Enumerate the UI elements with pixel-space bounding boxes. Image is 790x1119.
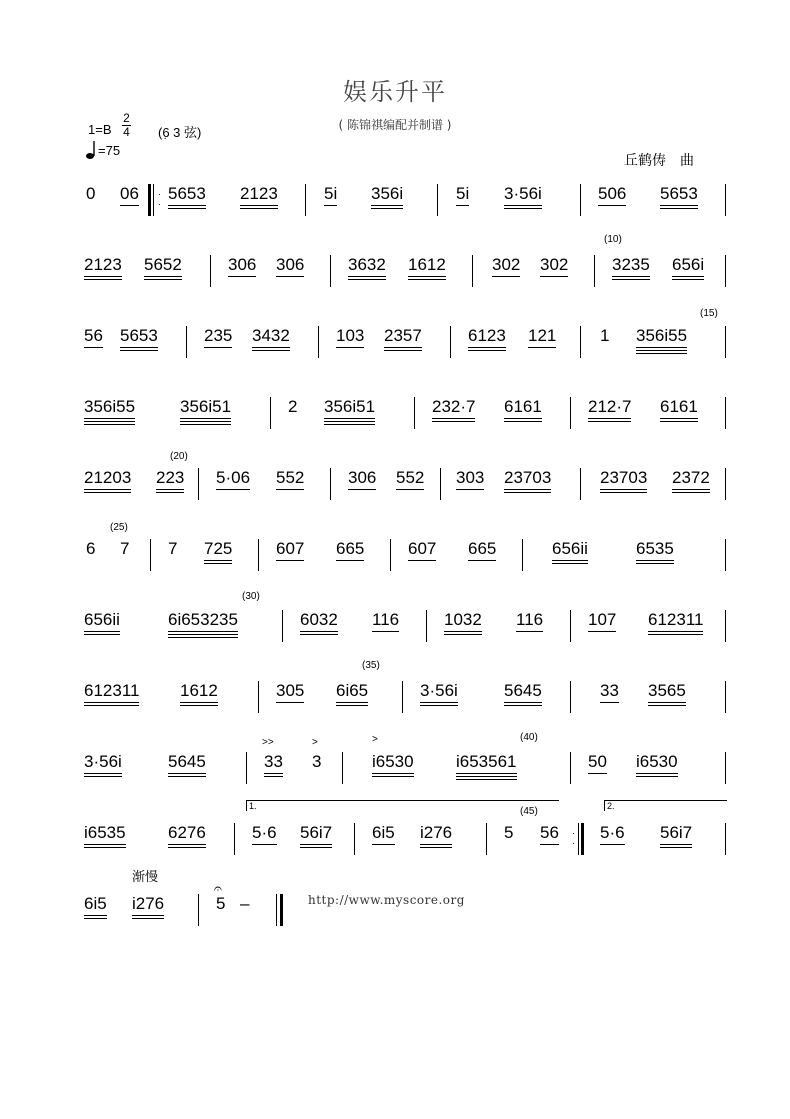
note-group: 356i55 — [636, 326, 687, 346]
barline — [354, 823, 355, 855]
barline — [330, 468, 331, 500]
note-group: 356i55 — [84, 397, 135, 417]
note-group: 356i51 — [180, 397, 231, 417]
barline — [580, 326, 581, 358]
note-group: 6123 — [468, 326, 506, 346]
score-line-3 — [0, 308, 790, 386]
barline — [725, 681, 726, 713]
note-group: 612311 — [648, 610, 703, 630]
note-group: 6276 — [168, 823, 206, 843]
repeat-end: · · — [578, 823, 586, 855]
note-group: 725 — [204, 539, 232, 559]
arranger-credit: ( 陈锦祺编配并制谱 ) — [338, 118, 452, 132]
barline — [342, 752, 343, 784]
quarter-note-icon — [86, 140, 96, 160]
tempo-value: =75 — [98, 142, 121, 158]
note-group: 5645 — [168, 752, 206, 772]
barline — [725, 610, 726, 642]
note-group: 6i65 — [336, 681, 368, 701]
tempo-marking — [86, 140, 120, 160]
note-group: 665 — [336, 539, 364, 559]
barline — [318, 326, 319, 358]
barline — [725, 397, 726, 429]
note-group: 121 — [528, 326, 556, 346]
measure-number: (45) — [520, 806, 538, 817]
note-group: 23703 — [600, 468, 647, 488]
note-group: 2372 — [672, 468, 710, 488]
note-group: 1612 — [180, 681, 218, 701]
note-group: 6i653235 — [168, 610, 238, 630]
note-group: 3235 — [612, 255, 650, 275]
note-group: 5 — [504, 823, 514, 842]
barline — [725, 255, 726, 287]
note-group: 506 — [598, 184, 626, 204]
note-group: 103 — [336, 326, 364, 346]
barline — [258, 681, 259, 713]
score-line-4 — [0, 397, 790, 457]
note-group: 306 — [276, 255, 304, 275]
note-group: 116 — [372, 610, 399, 630]
note-group: 302 — [492, 255, 520, 275]
barline — [472, 255, 473, 287]
score-line-2 — [0, 234, 790, 315]
note-group: i6530 — [372, 752, 414, 772]
note-group: 06 — [120, 184, 139, 204]
barline — [246, 752, 247, 784]
ritardando-mark: 渐慢 — [132, 869, 159, 884]
note-group: 306 — [348, 468, 376, 488]
measure-number: (30) — [242, 591, 260, 602]
first-ending-label: 1. — [249, 801, 257, 811]
composer: 丘鹤俦 曲 — [624, 152, 694, 168]
accent-mark: > — [372, 734, 378, 745]
barline — [414, 397, 415, 429]
note-group: 116 — [516, 610, 543, 630]
note-group: 212·7 — [588, 397, 631, 417]
accent-mark: > — [312, 737, 318, 748]
barline — [440, 468, 441, 500]
note-group: 33 — [264, 752, 283, 772]
barline — [282, 610, 283, 642]
note-group: 5·06 — [216, 468, 250, 488]
note-group: 3·56i — [504, 184, 542, 204]
note-group: 2123 — [84, 255, 122, 275]
barline — [270, 397, 271, 429]
note-group: 7 — [120, 539, 130, 558]
note-group: 6535 — [636, 539, 674, 559]
second-ending-label: 2. — [607, 801, 615, 811]
note-group: 3632 — [348, 255, 386, 275]
note-group: 56 — [540, 823, 559, 843]
note-group: 3565 — [648, 681, 686, 701]
repeat-start: · · — [148, 184, 156, 216]
score-line-8 — [0, 660, 790, 741]
note-group: 612311 — [84, 681, 139, 701]
accent-mark: >> — [262, 737, 274, 748]
note-group: 1 — [600, 326, 610, 345]
time-signature — [122, 112, 131, 139]
source-url: http://www.myscore.org — [308, 893, 465, 907]
note-group: 5653 — [120, 326, 158, 346]
barline — [234, 823, 235, 855]
barline — [186, 326, 187, 358]
note-group: i276 — [132, 894, 164, 914]
barline — [570, 681, 571, 713]
note-group: 2123 — [240, 184, 278, 204]
note-group: 3·56i — [420, 681, 458, 701]
barline — [198, 468, 199, 500]
note-group: 302 — [540, 255, 568, 275]
note-group: 7 — [168, 539, 178, 558]
score-line-10 — [0, 801, 790, 883]
barline — [402, 681, 403, 713]
measure-number: (25) — [110, 522, 128, 533]
barline — [305, 184, 306, 216]
score-line-5 — [0, 451, 790, 528]
note-group: 21203 — [84, 468, 131, 488]
note-group: 5i — [324, 184, 337, 204]
score-line-1 — [0, 184, 790, 244]
note-group: 2 — [288, 397, 298, 416]
note-group: 107 — [588, 610, 616, 630]
barline — [594, 255, 595, 287]
note-group: 5·6 — [252, 823, 277, 843]
second-ending-bracket — [604, 800, 727, 811]
note-group: 2357 — [384, 326, 422, 346]
note-group: i276 — [420, 823, 452, 843]
barline — [580, 184, 581, 216]
note-group: 6 — [86, 539, 96, 558]
note-group: 552 — [396, 468, 424, 488]
note-group: 1032 — [444, 610, 482, 630]
note-group: 3·56i — [84, 752, 122, 772]
barline — [330, 255, 331, 287]
note-group: 5653 — [168, 184, 206, 204]
note-group: 6161 — [504, 397, 542, 417]
barline — [198, 894, 199, 926]
barline — [725, 326, 726, 358]
time-numerator: 2 — [123, 111, 130, 125]
note-group: 356i — [371, 184, 403, 204]
barline — [522, 539, 523, 571]
barline — [486, 823, 487, 855]
barline — [725, 539, 726, 571]
barline — [258, 539, 259, 571]
barline — [210, 255, 211, 287]
note-group: 50 — [588, 752, 607, 772]
note-group: 5 — [216, 894, 226, 913]
note-group: – — [240, 894, 250, 913]
barline — [390, 539, 391, 571]
barline — [570, 397, 571, 429]
note-group: 656i — [672, 255, 704, 275]
barline — [426, 610, 427, 642]
note-group: 235 — [204, 326, 232, 346]
note-group: 6161 — [660, 397, 698, 417]
barline — [725, 752, 726, 784]
barline — [450, 326, 451, 358]
note-group: 656ii — [84, 610, 120, 630]
first-ending-bracket — [246, 800, 559, 811]
note-group: 33 — [600, 681, 619, 701]
note-group: 356i51 — [324, 397, 375, 417]
fermata-icon: 𝄐 — [214, 880, 222, 896]
note-group: 0 — [86, 184, 96, 203]
note-group: i6530 — [636, 752, 678, 772]
barline — [437, 184, 438, 216]
final-barline-thick — [280, 894, 283, 926]
note-group: 5i — [456, 184, 469, 204]
note-group: 306 — [228, 255, 256, 275]
note-group: 3 — [312, 752, 322, 771]
note-group: 23703 — [504, 468, 551, 488]
measure-number: (15) — [700, 308, 718, 319]
note-group: 232·7 — [432, 397, 475, 417]
note-group: 607 — [276, 539, 304, 559]
note-group: 6032 — [300, 610, 338, 630]
note-group: 223 — [156, 468, 184, 488]
song-title: 娱乐升平 — [343, 78, 447, 106]
measure-number: (20) — [170, 451, 188, 462]
note-group: 305 — [276, 681, 304, 701]
note-group: 5645 — [504, 681, 542, 701]
barline — [725, 468, 726, 500]
note-group: i653561 — [456, 752, 517, 772]
note-group: 56 — [84, 326, 103, 346]
barline — [570, 610, 571, 642]
score-line-6 — [0, 522, 790, 599]
note-group: 56i7 — [660, 823, 692, 843]
measure-number: (40) — [520, 732, 538, 743]
score-line-7 — [0, 591, 790, 670]
note-group: i6535 — [84, 823, 126, 843]
final-barline-thin — [276, 894, 277, 926]
measure-number: (10) — [604, 234, 622, 245]
note-group: 56i7 — [300, 823, 332, 843]
note-group: 5·6 — [600, 823, 625, 843]
note-group: 5653 — [660, 184, 698, 204]
barline — [580, 468, 581, 500]
barline — [570, 752, 571, 784]
barline — [150, 539, 151, 571]
barline — [725, 823, 726, 855]
note-group: 3432 — [252, 326, 290, 346]
measure-number: (35) — [362, 660, 380, 671]
note-group: 6i5 — [84, 894, 107, 914]
note-group: 303 — [456, 468, 484, 488]
note-group: 607 — [408, 539, 436, 559]
barline — [725, 184, 726, 216]
note-group: 552 — [276, 468, 304, 488]
note-group: 665 — [468, 539, 496, 559]
string-tuning: (6̣ 3 弦) — [158, 125, 202, 140]
time-denominator: 4 — [123, 125, 130, 139]
key-signature: 1=B — [88, 122, 112, 137]
note-group: 1612 — [408, 255, 446, 275]
note-group: 5652 — [144, 255, 182, 275]
note-group: 6i5 — [372, 823, 395, 843]
note-group: 656ii — [552, 539, 588, 559]
